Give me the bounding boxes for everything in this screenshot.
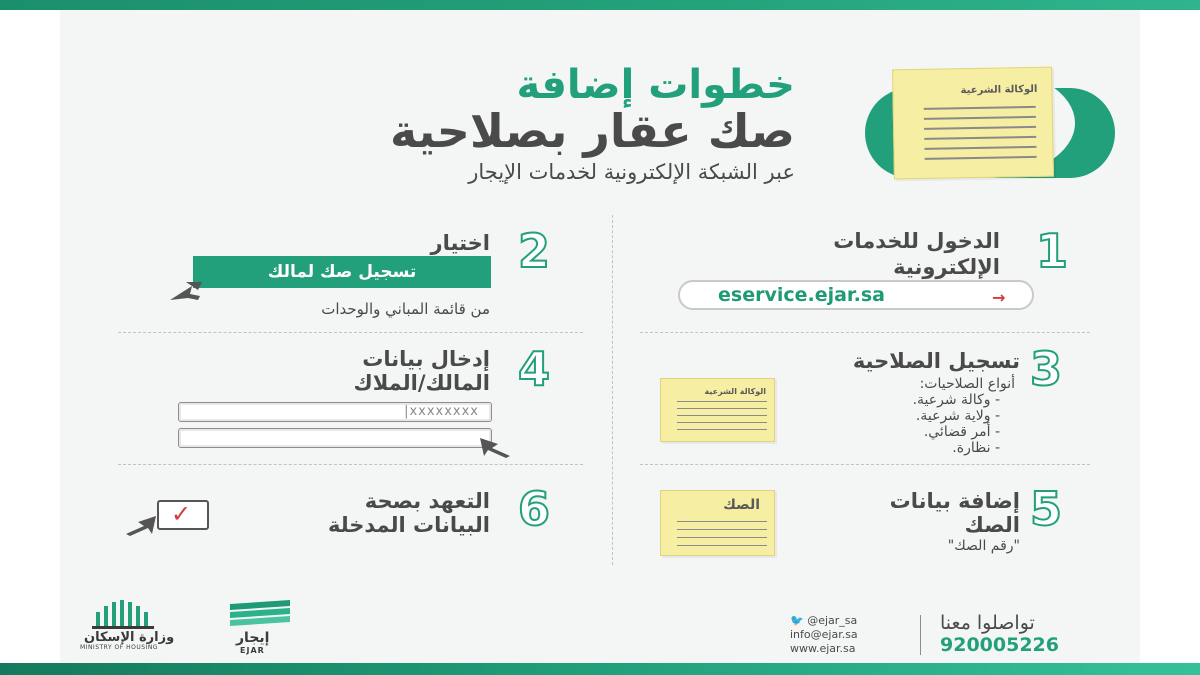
owner-data-input-1[interactable] (178, 402, 492, 422)
step-3-number: 3 (1030, 342, 1063, 396)
grid-divider-3 (118, 464, 583, 465)
grid-divider-4 (640, 464, 1090, 465)
email-link[interactable]: info@ejar.sa (790, 628, 858, 641)
step-6-title-line-2: البيانات المدخلة (327, 513, 490, 537)
website-link[interactable]: www.ejar.sa (790, 642, 856, 655)
step-2-title: اختيار (430, 231, 490, 255)
step-5-note: "رقم الصك" (947, 538, 1020, 554)
step-3-list-title: أنواع الصلاحيات: (919, 376, 1015, 392)
step-4-title-line-1: إدخال بيانات (362, 347, 490, 371)
eservice-url-link[interactable]: eservice.ejar.sa (718, 284, 885, 306)
ejar-logo-icon (226, 598, 296, 628)
step-5-title-line-2: الصك (964, 513, 1020, 537)
title-line-1: خطوات إضافة (516, 62, 795, 108)
grid-divider-2 (640, 332, 1090, 333)
mouse-cursor-icon (168, 280, 202, 302)
step-1-number: 1 (1036, 224, 1069, 278)
checkmark-icon: ✓ (171, 500, 192, 528)
register-deed-button[interactable]: تسجيل صك لمالك (193, 256, 491, 288)
step-5-deed-document-icon (660, 490, 775, 556)
owner-data-input-value: |xxxxxxxx (404, 404, 479, 419)
grid-vertical-divider (612, 215, 613, 565)
step-5-title-line-1: إضافة بيانات (889, 489, 1020, 513)
step-4-title-line-2: المالك/الملاك (353, 371, 490, 395)
twitter-link[interactable] (790, 614, 857, 627)
step-2-number: 2 (518, 224, 551, 278)
ministry-of-housing-logo-icon (90, 598, 160, 630)
step-3-document-title: الوكالة الشرعية (704, 387, 766, 396)
ejar-logo-latin: EJAR (240, 646, 265, 655)
mouse-cursor-icon (124, 514, 158, 536)
contact-phone-number[interactable]: 920005226 (940, 634, 1059, 656)
bottom-accent-bar (0, 663, 1200, 675)
hero-document-title: الوكالة الشرعية (960, 83, 1038, 97)
mouse-cursor-icon (478, 436, 512, 458)
ministry-logo-name: وزارة الإسكان (84, 630, 175, 645)
step-3-item-3: - أمر قضائي. (923, 424, 1000, 440)
grid-divider-1 (118, 332, 583, 333)
step-4-number: 4 (518, 342, 551, 396)
step-3-item-2: - ولاية شرعية. (915, 408, 1000, 424)
top-accent-bar (0, 0, 1200, 10)
step-3-title: تسجيل الصلاحية (852, 349, 1020, 373)
arrow-right-icon: → (992, 288, 1006, 307)
step-5-document-title: الصك (723, 497, 760, 513)
contact-us-label: تواصلوا معنا (940, 612, 1035, 634)
subtitle: عبر الشبكة الإلكترونية لخدمات الإيجار (468, 160, 795, 184)
twitter-handle: @ejar_sa (807, 614, 858, 627)
step-6-title-line-1: التعهد بصحة (364, 489, 490, 513)
hero-document-icon (892, 67, 1054, 180)
ministry-logo-latin: MINISTRY OF HOUSING (80, 644, 158, 651)
step-1-title-line-1: الدخول للخدمات (833, 229, 1000, 253)
owner-data-input-2[interactable] (178, 428, 492, 448)
footer-separator (920, 615, 921, 655)
step-5-number: 5 (1030, 482, 1063, 536)
step-6-number: 6 (518, 482, 551, 536)
step-3-item-4: - نظارة. (952, 440, 1000, 456)
step-2-note: من قائمة المباني والوحدات (321, 300, 490, 318)
step-1-title-line-2: الإلكترونية (893, 255, 1000, 279)
step-3-document-icon (660, 378, 775, 442)
ejar-logo-name: إيجار (236, 630, 270, 646)
twitter-icon: 🐦 (790, 614, 804, 627)
step-3-item-1: - وكالة شرعية. (912, 392, 1000, 408)
title-line-2: صك عقار بصلاحية (390, 104, 795, 158)
